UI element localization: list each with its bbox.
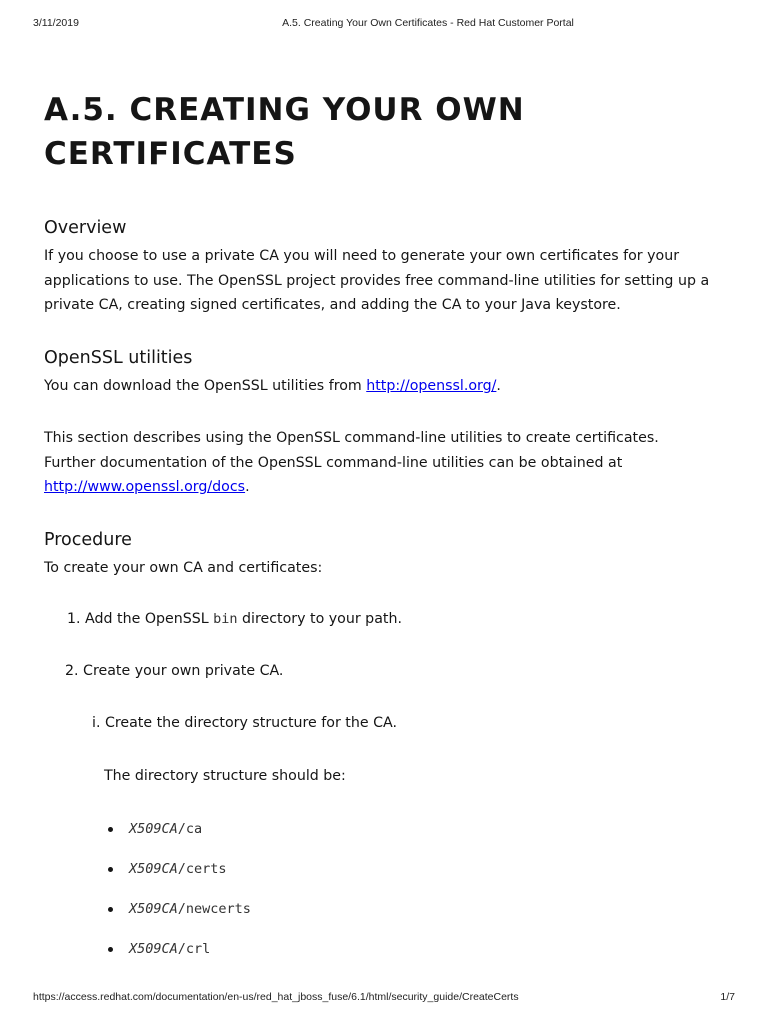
dir-path: /certs <box>177 861 227 877</box>
dir-path: /newcerts <box>177 901 251 917</box>
dir-var: X509CA <box>129 941 178 957</box>
openssl-download-link[interactable]: http://openssl.org/ <box>366 378 497 394</box>
bullet-icon <box>108 947 113 952</box>
procedure-intro: To create your own CA and certificates: <box>44 560 323 576</box>
openssl-utilities-heading: OpenSSL utilities <box>44 348 193 368</box>
structure-label: The directory structure should be: <box>104 768 346 784</box>
dir-var: X509CA <box>129 901 178 917</box>
dir-var: X509CA <box>129 861 178 877</box>
download-suffix-text: . <box>496 378 501 394</box>
docs-suffix-text: . <box>245 479 250 495</box>
print-date: 3/11/2019 <box>33 17 79 29</box>
dir-var: X509CA <box>129 821 178 837</box>
print-doc-title: A.5. Creating Your Own Certificates - Red Hat Customer Portal <box>282 17 574 29</box>
bullet-icon <box>108 907 113 912</box>
overview-paragraph: If you choose to use a private CA you will need to generate your own certificates for your applications to use. The OpenSSL project provides free command-line utilities for setting up a private CA, creating signed certificates, and adding the CA to your Java keystore. <box>44 248 710 313</box>
overview-heading: Overview <box>44 218 127 238</box>
print-header <box>0 17 768 33</box>
bullet-icon <box>108 827 113 832</box>
openssl-docs-link[interactable]: http://www.openssl.org/docs <box>44 479 246 495</box>
dir-path: /crl <box>177 941 211 957</box>
bullet-icon <box>108 867 113 872</box>
step-1-suffix: directory to your path. <box>237 611 402 627</box>
print-footer <box>0 991 768 1007</box>
openssl-docs-paragraph <box>44 426 714 500</box>
openssl-download-paragraph <box>44 374 724 399</box>
bin-code: bin <box>213 611 238 627</box>
print-url: https://access.redhat.com/documentation/en-us/red_hat_jboss_fuse/6.1/html/security_guide/CreateCerts <box>33 991 519 1003</box>
page-number: 1/7 <box>720 991 735 1003</box>
procedure-heading: Procedure <box>44 530 132 550</box>
step-2: 2. Create your own private CA. <box>65 663 284 679</box>
download-prefix-text: You can download the OpenSSL utilities from <box>44 378 367 394</box>
page-title: A.5. CREATING YOUR OWN CERTIFICATES <box>44 92 525 172</box>
docs-prefix-text: This section describes using the OpenSSL command-line utilities to create certificates. Further documentation of the OpenSSL command-line utilities can be obtained at <box>44 430 659 471</box>
step-1 <box>67 607 402 631</box>
dir-path: /ca <box>177 821 203 837</box>
step-1-prefix: 1. Add the OpenSSL <box>67 611 214 627</box>
substep-i: i. Create the directory structure for the CA. <box>92 715 397 731</box>
